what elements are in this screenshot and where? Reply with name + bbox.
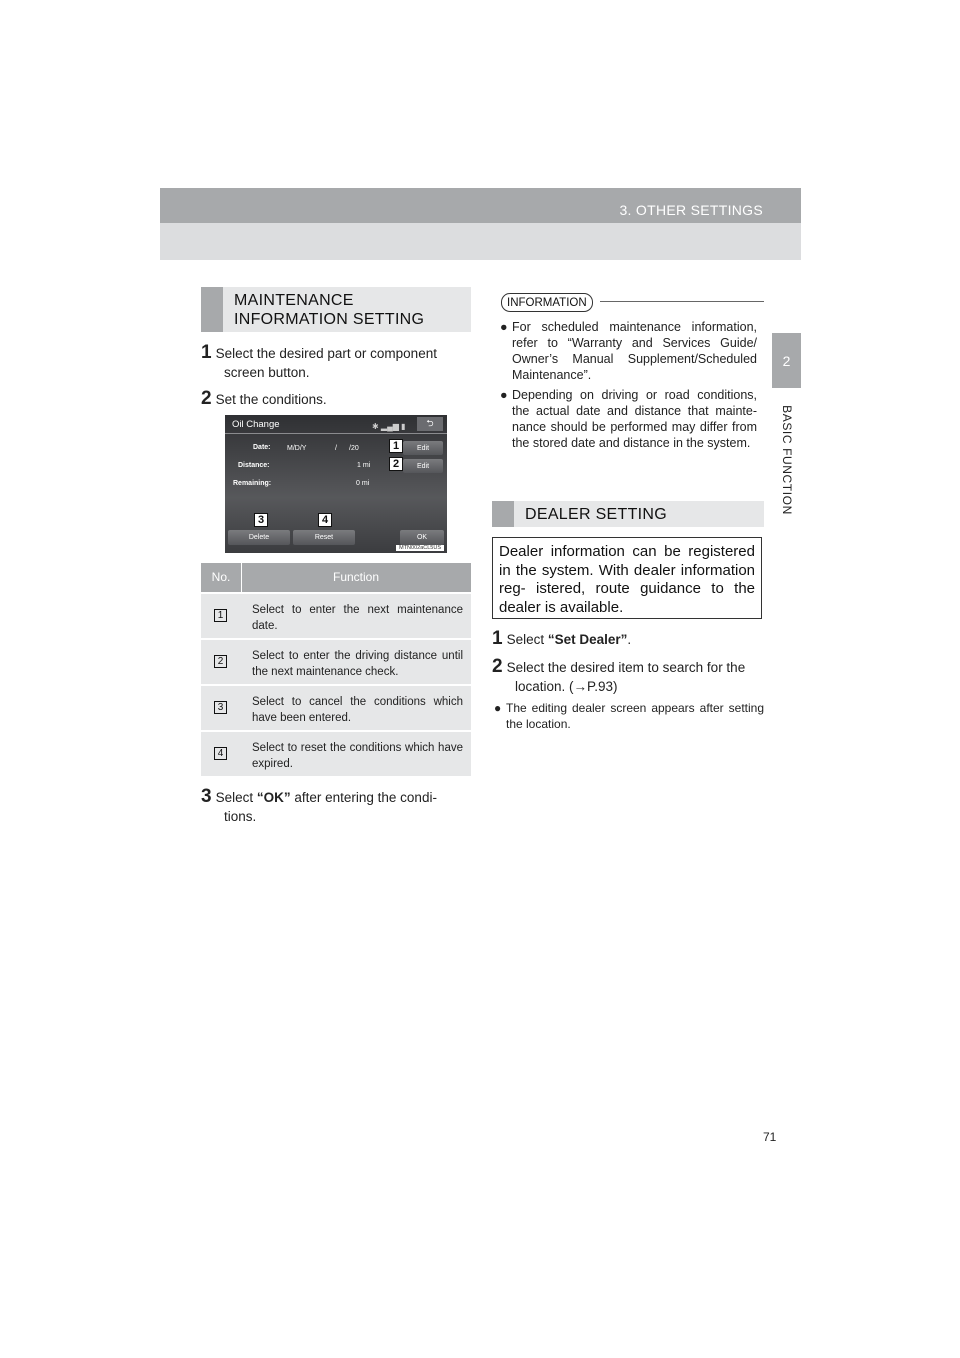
table-row: 3 Select to cancel the conditions which have been entered. <box>201 684 471 730</box>
page-number: 71 <box>763 1130 777 1144</box>
dealer-note: ● The editing dealer screen appears after setting the location. <box>494 701 764 731</box>
dealer-step-1: 1 Select “Set Dealer”. <box>492 628 632 649</box>
callout-2: 2 <box>389 457 403 471</box>
screen-title: Oil Change <box>232 419 280 430</box>
date-year: /20 <box>349 445 359 452</box>
figure-code: MTN002aCL5US <box>396 545 444 551</box>
delete-button[interactable]: Delete <box>228 530 290 545</box>
step-2: 2 Set the conditions. <box>201 388 327 409</box>
distance-label: Distance: <box>238 462 270 469</box>
information-label: INFORMATION <box>501 293 593 312</box>
table-header: No. Function <box>201 563 471 592</box>
bullet-icon: ● <box>500 388 508 402</box>
step-1: 1 Select the desired part or component screen button. <box>201 342 437 380</box>
distance-value: 1 mi <box>357 462 371 469</box>
table-row: 4 Select to reset the conditions which have expired. <box>201 730 471 776</box>
edit-distance-button[interactable]: Edit <box>403 459 443 473</box>
info-bullet-1: ● For scheduled maintenance information, refer to “Warranty and Services Guide/ Owner’s Manual Supplement/Scheduled Maintenance”. <box>500 320 757 382</box>
callout-3: 3 <box>254 513 268 527</box>
function-table <box>201 563 471 776</box>
header-subband <box>160 223 801 260</box>
dealer-step-2: 2 Select the desired item to search for the location. (→P.93) <box>492 656 746 694</box>
bullet-icon: ● <box>494 701 502 715</box>
section-header-maintenance: MAINTENANCE INFORMATION SETTING <box>201 287 471 332</box>
back-icon[interactable]: ⮌ <box>417 417 443 431</box>
date-label: Date: <box>253 444 271 451</box>
step-3: 3 Select “OK” after entering the condi- tions. <box>201 786 437 824</box>
reset-button[interactable]: Reset <box>293 530 355 545</box>
screen-divider <box>225 433 447 434</box>
date-format: M/D/Y <box>287 445 307 452</box>
table-row: 2 Select to enter the driving distance until the next maintenance check. <box>201 638 471 684</box>
ok-button[interactable]: OK <box>400 530 444 545</box>
table-row: 1 Select to enter the next maintenance date. <box>201 592 471 638</box>
header-title: 3. OTHER SETTINGS <box>619 202 763 218</box>
remaining-value: 0 mi <box>356 480 370 487</box>
chapter-number-tab[interactable]: 2 <box>772 333 801 388</box>
date-slash: / <box>335 445 337 452</box>
edit-date-button[interactable]: Edit <box>403 441 443 455</box>
callout-4: 4 <box>318 513 332 527</box>
section-header-dealer: DEALER SETTING <box>492 501 764 527</box>
callout-1: 1 <box>389 439 403 453</box>
dealer-description-box: Dealer information can be registered in the system. With dealer information reg- istered, route guidance to the dealer is available. <box>492 537 762 619</box>
information-rule <box>600 301 764 302</box>
status-icons: ✱ ▂▄▆ ▮ <box>372 422 406 431</box>
remaining-label: Remaining: <box>233 480 272 487</box>
chapter-label: BASIC FUNCTION <box>780 405 794 515</box>
info-bullet-2: ● Depending on driving or road conditions, the actual date and distance that mainte- nance should be performed may differ from the stored date and distance in the system. <box>500 388 757 450</box>
oil-change-screen <box>225 415 447 553</box>
bullet-icon: ● <box>500 320 508 334</box>
